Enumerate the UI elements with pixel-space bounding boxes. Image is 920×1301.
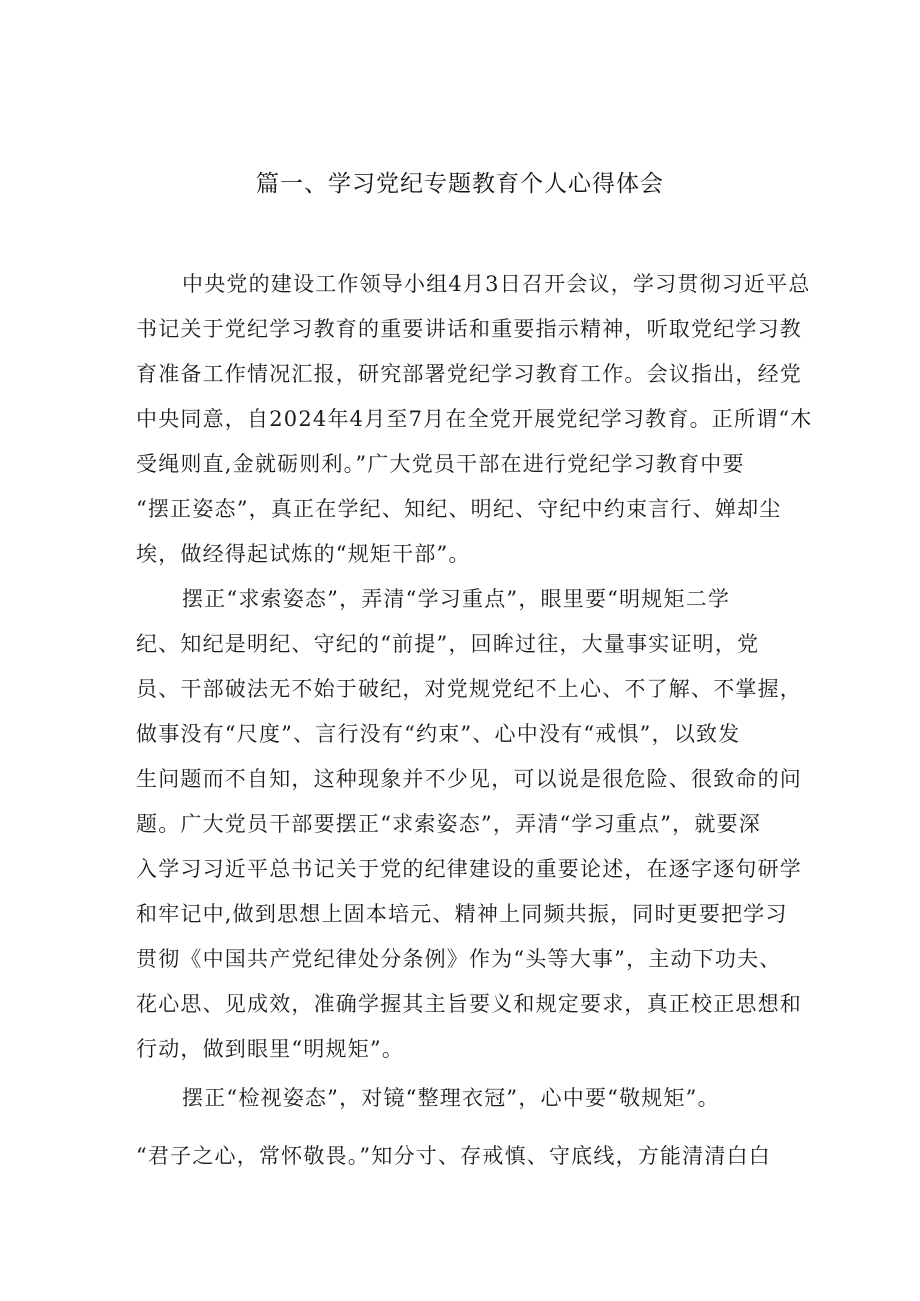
text-line: 行动，做到眼里“明规矩”。 bbox=[136, 1037, 405, 1061]
text-line: “君子之心，常怀敬畏。”知分寸、存戒慎、守底线，方能清清白白 bbox=[136, 1144, 771, 1168]
text-line: 书记关于党纪学习教育的重要讲话和重要指示精神，听取党纪学习教 bbox=[136, 317, 802, 341]
text-line: 贯彻《中国共产党纪律处分条例》作为“头等大事”，主动下功夫、 bbox=[136, 947, 782, 971]
text-line: 入学习习近平总书记关于党的纪律建设的重要论述，在逐字逐句研学 bbox=[136, 857, 802, 881]
text-line: 受绳则直,金就砺则利。”广大党员干部在进行党纪学习教育中要 bbox=[136, 452, 745, 476]
text-line: 埃，做经得起试炼的“规矩干部”。 bbox=[136, 542, 471, 566]
text-line: 生问题而不自知，这种现象并不少见，可以说是很危险、很致命的问 bbox=[136, 767, 802, 791]
text-line: “摆正姿态”，真正在学纪、知纪、明纪、守纪中约束言行、婵却尘 bbox=[136, 497, 782, 521]
text-line: 题。广大党员干部要摆正“求索姿态”，弄清“学习重点”，就要深 bbox=[136, 812, 761, 836]
text-line: 中央同意，自2024年4月至7月在全党开展党纪学习教育。正所谓“木 bbox=[136, 407, 813, 431]
text-line: 纪、知纪是明纪、守纪的“前提”，回眸过往，大量事实证明，党 bbox=[136, 632, 760, 656]
text-line: 做事没有“尺度”、言行没有“约束”、心中没有“戒惧”，以致发 bbox=[136, 722, 741, 746]
text-line: 育准备工作情况汇报，研究部署党纪学习教育工作。会议指出，经党 bbox=[136, 362, 802, 386]
text-line: 中央党的建设工作领导小组4月3日召开会议，学习贯彻习近平总 bbox=[182, 272, 811, 296]
text-line: 摆正“检视姿态”，对镜“整理衣冠”，心中要“敬规矩”。 bbox=[182, 1086, 720, 1110]
text-line: 员、干部破法无不始于破纪，对党规党纪不上心、不了解、不掌握， bbox=[136, 677, 802, 701]
text-line: 摆正“求索姿态”，弄清“学习重点”，眼里要“明规矩二学 bbox=[182, 587, 731, 611]
document-title: 篇一、学习党纪专题教育个人心得体会 bbox=[256, 171, 664, 197]
text-line: 和牢记中,做到思想上固本培元、精神上同频共振，同时更要把学习 bbox=[136, 902, 788, 926]
text-line: 花心思、见成效，准确学握其主旨要义和规定要求，真正校正思想和 bbox=[136, 992, 802, 1016]
